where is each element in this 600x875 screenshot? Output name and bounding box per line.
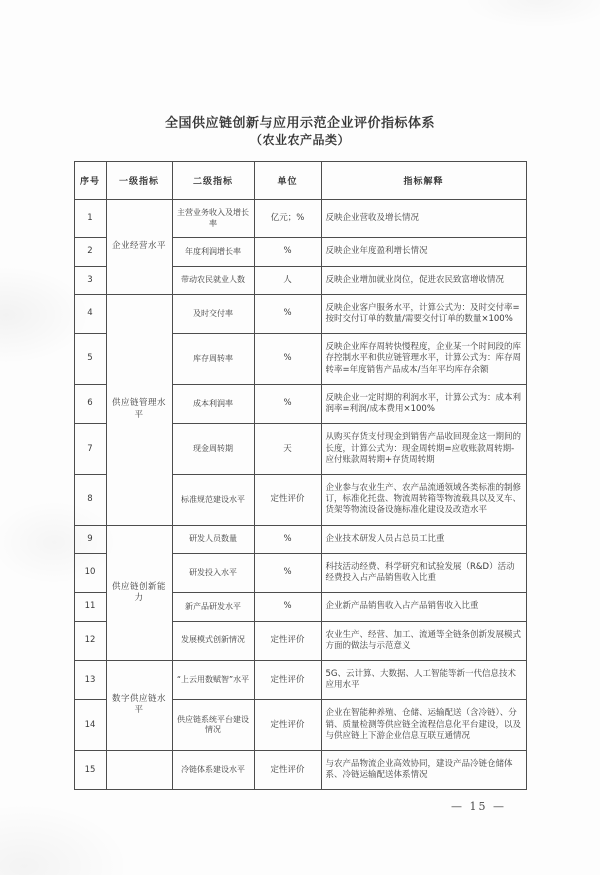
table-row (74, 751, 526, 790)
row-number-cell: 10 (74, 553, 106, 592)
unit-cell: % (254, 334, 321, 385)
row-number-cell: 3 (74, 266, 106, 294)
row-number-cell: 11 (74, 593, 106, 621)
document-title: 全国供应链创新与应用示范企业评价指标体系 (164, 116, 435, 131)
level2-indicator-cell: 带动农民就业人数 (172, 266, 254, 294)
col-header-unit: 单位 (254, 162, 321, 200)
level2-indicator-cell: 冷链体系建设水平 (172, 751, 254, 790)
row-number-cell: 4 (74, 294, 106, 333)
explanation-cell: 反映企业营收及增长情况 (321, 200, 526, 238)
level1-indicator-cell: 供应链管理水平 (106, 294, 172, 525)
explanation-cell: 企业在智能种养殖、仓储、运输配送（含冷链）、分销、质量检测等供应链全流程信息化平台建设，以及与供应链上下游企业信息互联互通情况 (321, 700, 526, 751)
row-number-cell: 8 (74, 474, 106, 525)
level2-indicator-cell: 新产品研发水平 (172, 593, 254, 621)
table-row (74, 660, 526, 699)
row-number-cell: 9 (74, 525, 106, 553)
unit-cell: % (254, 593, 321, 621)
unit-cell: 亿元；% (254, 200, 321, 238)
unit-cell: 天 (254, 424, 321, 475)
level1-indicator-cell: 供应链创新能力 (106, 525, 172, 660)
row-number-cell: 15 (74, 751, 106, 790)
row-number-cell: 5 (74, 334, 106, 385)
explanation-cell: 5G、云计算、大数据、人工智能等新一代信息技术应用水平 (321, 660, 526, 699)
level2-indicator-cell: 成本利润率 (172, 384, 254, 423)
level2-indicator-cell: 研发投入水平 (172, 553, 254, 592)
unit-cell: 定性评价 (254, 700, 321, 751)
unit-cell: % (254, 553, 321, 592)
level2-indicator-cell: 研发人员数量 (172, 525, 254, 553)
row-number-cell: 2 (74, 238, 106, 266)
explanation-cell: 与农产品物流企业高效协同，建设产品冷链仓储体系、冷链运输配送体系情况 (321, 751, 526, 790)
unit-cell: 定性评价 (254, 474, 321, 525)
table-row (74, 294, 526, 333)
unit-cell: % (254, 238, 321, 266)
explanation-cell: 科技活动经费、科学研究和试验发展（R&D）活动经费投入占产品销售收入比重 (321, 553, 526, 592)
explanation-cell: 从购买存货支付现金到销售产品收回现金这一期间的长度，计算公式为：现金周转期=应收账款周转期-应付账款周转期+存货周转期 (321, 424, 526, 475)
unit-cell: % (254, 294, 321, 333)
explanation-cell: 企业新产品销售收入占产品销售收入比重 (321, 593, 526, 621)
explanation-cell: 企业参与农业生产、农产品流通领域各类标准的制修订，标准化托盘、物流周转箱等物流载具以及叉车、货架等物流设备设施标准化建设及改造水平 (321, 474, 526, 525)
table-row (74, 200, 526, 238)
table-header-row (74, 162, 526, 200)
title-block (0, 116, 600, 148)
unit-cell: 定性评价 (254, 621, 321, 660)
level2-indicator-cell: 发展模式创新情况 (172, 621, 254, 660)
explanation-cell: 反映企业库存周转快慢程度，企业某一个时间段的库存控制水平和供应链管理水平，计算公式为：库存周转率=年度销售产品成本/当年平均库存余额 (321, 334, 526, 385)
explanation-cell: 农业生产、经营、加工、流通等全链条创新发展模式方面的做法与示范意义 (321, 621, 526, 660)
level2-indicator-cell: 库存周转率 (172, 334, 254, 385)
level2-indicator-cell: 标准规范建设水平 (172, 474, 254, 525)
explanation-cell: 反映企业增加就业岗位，促进农民致富增收情况 (321, 266, 526, 294)
row-number-cell: 12 (74, 621, 106, 660)
table-body (74, 200, 526, 790)
table-row (74, 525, 526, 553)
row-number-cell: 6 (74, 384, 106, 423)
unit-cell: 定性评价 (254, 660, 321, 699)
level2-indicator-cell: 现金周转期 (172, 424, 254, 475)
level1-indicator-cell: 数字供应链水平 (106, 660, 172, 750)
document-subtitle: （农业农产品类） (249, 133, 350, 148)
level2-indicator-cell: 主营业务收入及增长率 (172, 200, 254, 238)
level2-indicator-cell: 及时交付率 (172, 294, 254, 333)
unit-cell: % (254, 384, 321, 423)
row-number-cell: 7 (74, 424, 106, 475)
page-number: — 15 — (451, 800, 506, 813)
explanation-cell: 反映企业年度盈利增长情况 (321, 238, 526, 266)
unit-cell: 人 (254, 266, 321, 294)
level1-indicator-cell: 企业经营水平 (106, 200, 172, 295)
col-header-level1-indicator: 一级指标 (106, 162, 172, 200)
indicator-table (74, 161, 527, 790)
col-header-explanation: 指标解释 (321, 162, 526, 200)
explanation-cell: 企业技术研发人员占总员工比重 (321, 525, 526, 553)
level2-indicator-cell: 供应链系统平台建设情况 (172, 700, 254, 751)
explanation-cell: 反映企业客户服务水平，计算公式为：及时交付率=按时交付订单的数量/需要交付订单的数量×100% (321, 294, 526, 333)
col-header-serial-number: 序号 (74, 162, 106, 200)
unit-cell: 定性评价 (254, 751, 321, 790)
row-number-cell: 13 (74, 660, 106, 699)
level2-indicator-cell: 年度利润增长率 (172, 238, 254, 266)
col-header-level2-indicator: 二级指标 (172, 162, 254, 200)
explanation-cell: 反映企业一定时期的利润水平，计算公式为：成本利润率=利润/成本费用×100% (321, 384, 526, 423)
level2-indicator-cell: “上云用数赋智”水平 (172, 660, 254, 699)
row-number-cell: 1 (74, 200, 106, 238)
level1-indicator-cell (106, 751, 172, 790)
row-number-cell: 14 (74, 700, 106, 751)
unit-cell: % (254, 525, 321, 553)
